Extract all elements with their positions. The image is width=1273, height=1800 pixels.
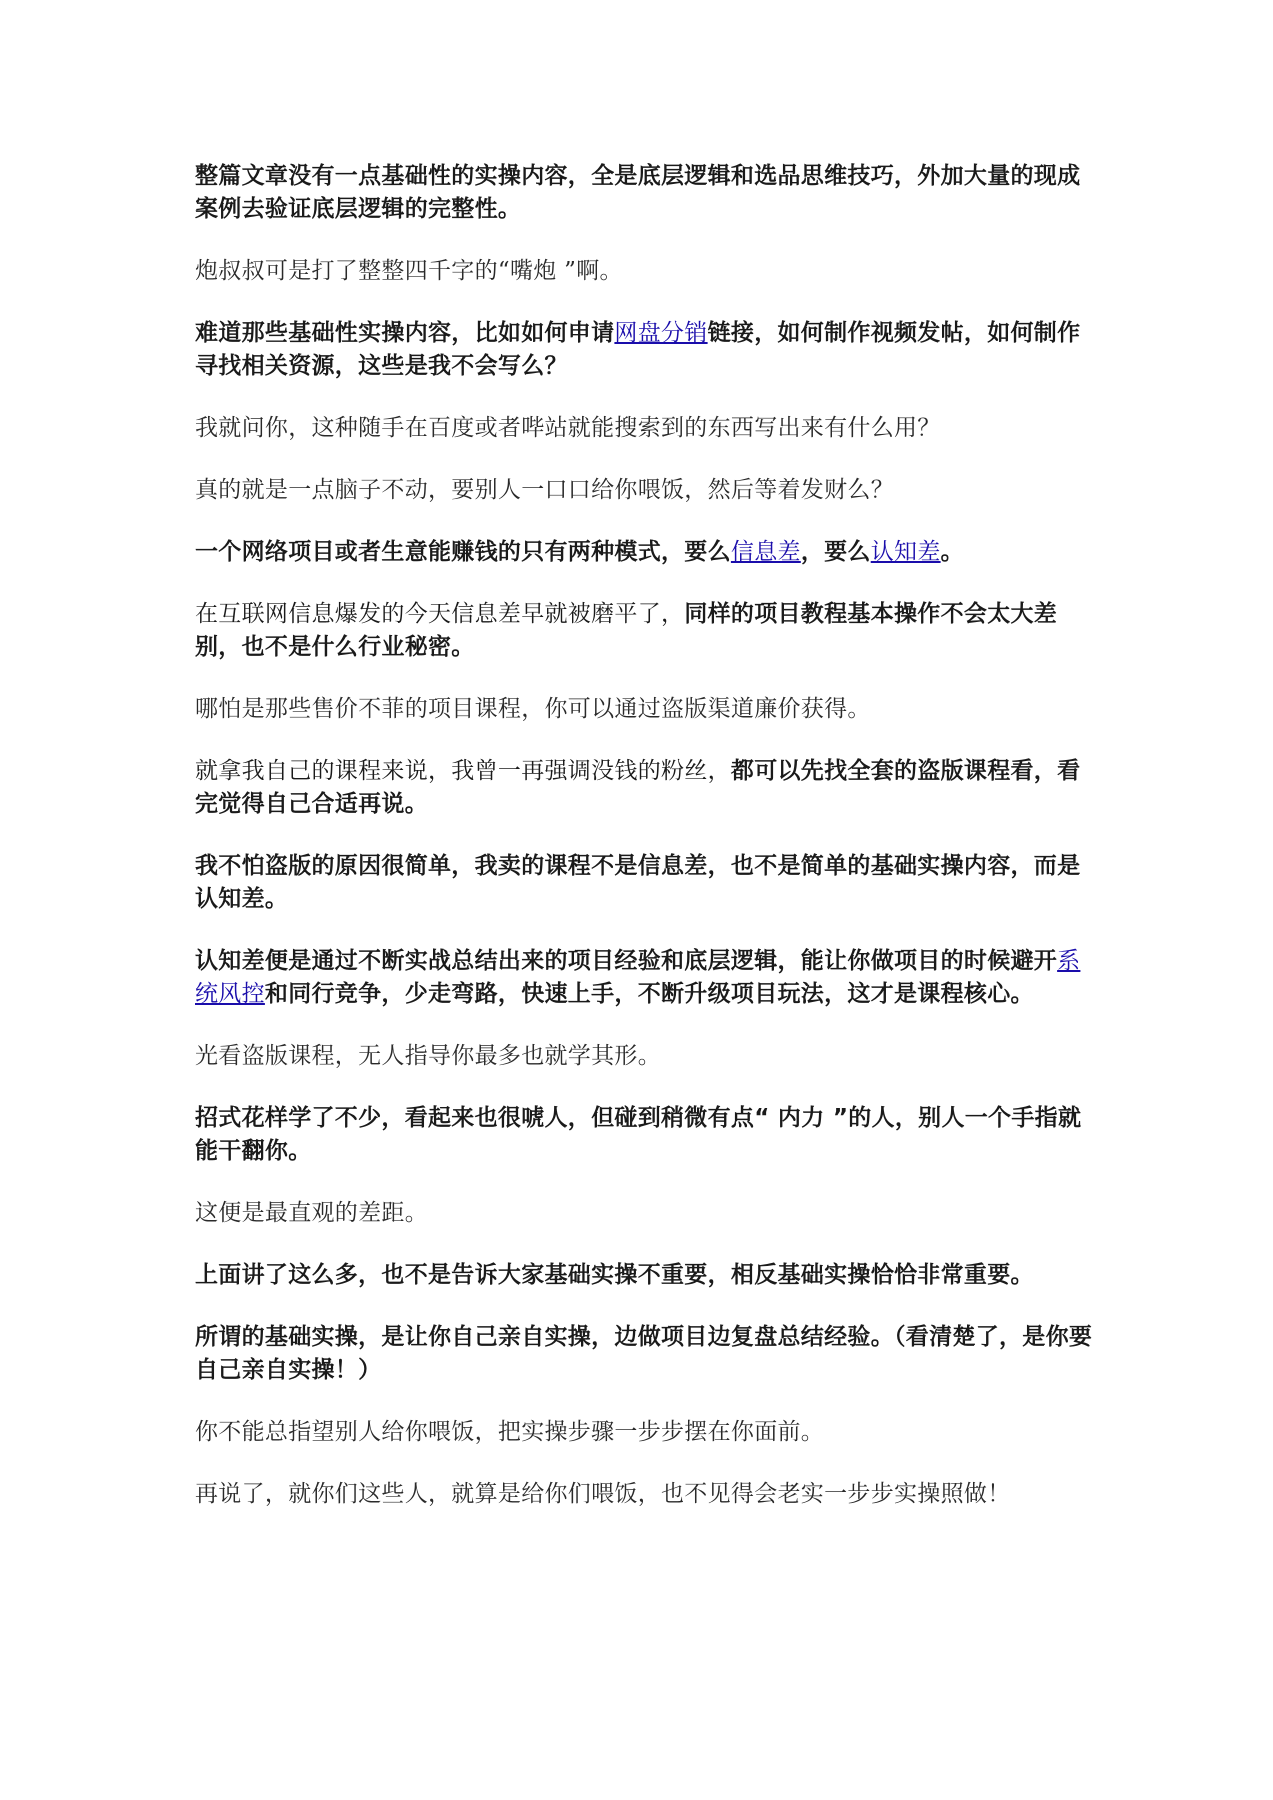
- paragraph-text: 哪怕是那些售价不菲的项目课程，你可以通过盗版渠道廉价获得。: [195, 696, 871, 722]
- paragraph-text: 这便是最直观的差距。: [195, 1200, 428, 1226]
- paragraph-text: 所谓的基础实操，是让你自己亲自实操，边做项目边复盘总结经验。（看清楚了，是你要自己亲自实操！）: [195, 1324, 1093, 1383]
- paragraph-text: 光看盗版课程，无人指导你最多也就学其形。: [195, 1043, 661, 1069]
- link-information-gap[interactable]: 信息差: [730, 539, 801, 565]
- paragraph-13: [195, 1102, 1095, 1168]
- paragraph-text-bold: 同样的项目教程基本操作不会太大差别，也不是什么行业秘密。: [195, 601, 1058, 660]
- paragraph-9: [195, 755, 1095, 821]
- article-body: [195, 160, 1095, 1540]
- paragraph-6: [195, 536, 1095, 569]
- paragraph-18: [195, 1478, 1095, 1511]
- link-cognitive-gap[interactable]: 认知差: [870, 539, 941, 565]
- paragraph-15: [195, 1259, 1095, 1292]
- paragraph-5: [195, 474, 1095, 507]
- link-system-risk-control[interactable]: 系统风控: [195, 948, 1081, 1007]
- paragraph-17: [195, 1416, 1095, 1449]
- paragraph-14: [195, 1197, 1095, 1230]
- paragraph-text: 炮叔叔可是打了整整四千字的“嘴炮 ”啊。: [195, 258, 623, 284]
- paragraph-8: [195, 693, 1095, 726]
- paragraph-text-after: 。: [940, 539, 964, 565]
- paragraph-text-before: 难道那些基础性实操内容，比如如何申请: [195, 320, 615, 346]
- paragraph-text: 我就问你，这种随手在百度或者哔站就能搜索到的东西写出来有什么用？: [195, 415, 941, 441]
- paragraph-3: [195, 317, 1095, 383]
- paragraph-text: 整篇文章没有一点基础性的实操内容，全是底层逻辑和选品思维技巧，外加大量的现成案例去验证底层逻辑的完整性。: [195, 163, 1081, 222]
- paragraph-12: [195, 1040, 1095, 1073]
- paragraph-text-before: 认知差便是通过不断实战总结出来的项目经验和底层逻辑，能让你做项目的时候避开: [195, 948, 1058, 974]
- paragraph-text-after: 链接，如何制作视频发帖，如何制作寻找相关资源，这些是我不会写么？: [195, 320, 1081, 379]
- paragraph-7: [195, 598, 1095, 664]
- paragraph-text-plain: 在互联网信息爆发的今天信息差早就被磨平了，: [195, 601, 685, 627]
- paragraph-10: [195, 850, 1095, 916]
- link-netdisk-distribution[interactable]: 网盘分销: [614, 320, 708, 346]
- paragraph-2: [195, 255, 1095, 288]
- paragraph-text: 你不能总指望别人给你喂饭，把实操步骤一步步摆在你面前。: [195, 1419, 825, 1445]
- paragraph-text: 上面讲了这么多，也不是告诉大家基础实操不重要，相反基础实操恰恰非常重要。: [195, 1262, 1034, 1288]
- paragraph-text-after: 和同行竞争，少走弯路，快速上手，不断升级项目玩法，这才是课程核心。: [264, 981, 1034, 1007]
- paragraph-text: 再说了，就你们这些人，就算是给你们喂饭，也不见得会老实一步步实操照做！: [195, 1481, 1011, 1507]
- paragraph-text: 我不怕盗版的原因很简单，我卖的课程不是信息差，也不是简单的基础实操内容，而是认知差。: [195, 853, 1081, 912]
- paragraph-11: [195, 945, 1095, 1011]
- paragraph-16: [195, 1321, 1095, 1387]
- paragraph-text-before: 一个网络项目或者生意能赚钱的只有两种模式，要么: [195, 539, 731, 565]
- paragraph-text: 真的就是一点脑子不动，要别人一口口给你喂饭，然后等着发财么？: [195, 477, 894, 503]
- paragraph-text-bold: 都可以先找全套的盗版课程看，看完觉得自己合适再说。: [195, 758, 1081, 817]
- paragraph-text-plain: 就拿我自己的课程来说，我曾一再强调没钱的粉丝，: [195, 758, 731, 784]
- paragraph-4: [195, 412, 1095, 445]
- paragraph-1: [195, 160, 1095, 226]
- paragraph-text-middle: ，要么: [800, 539, 871, 565]
- paragraph-text: 招式花样学了不少，看起来也很唬人，但碰到稍微有点“ 内力 ”的人，别人一个手指就能干翻你。: [195, 1105, 1082, 1164]
